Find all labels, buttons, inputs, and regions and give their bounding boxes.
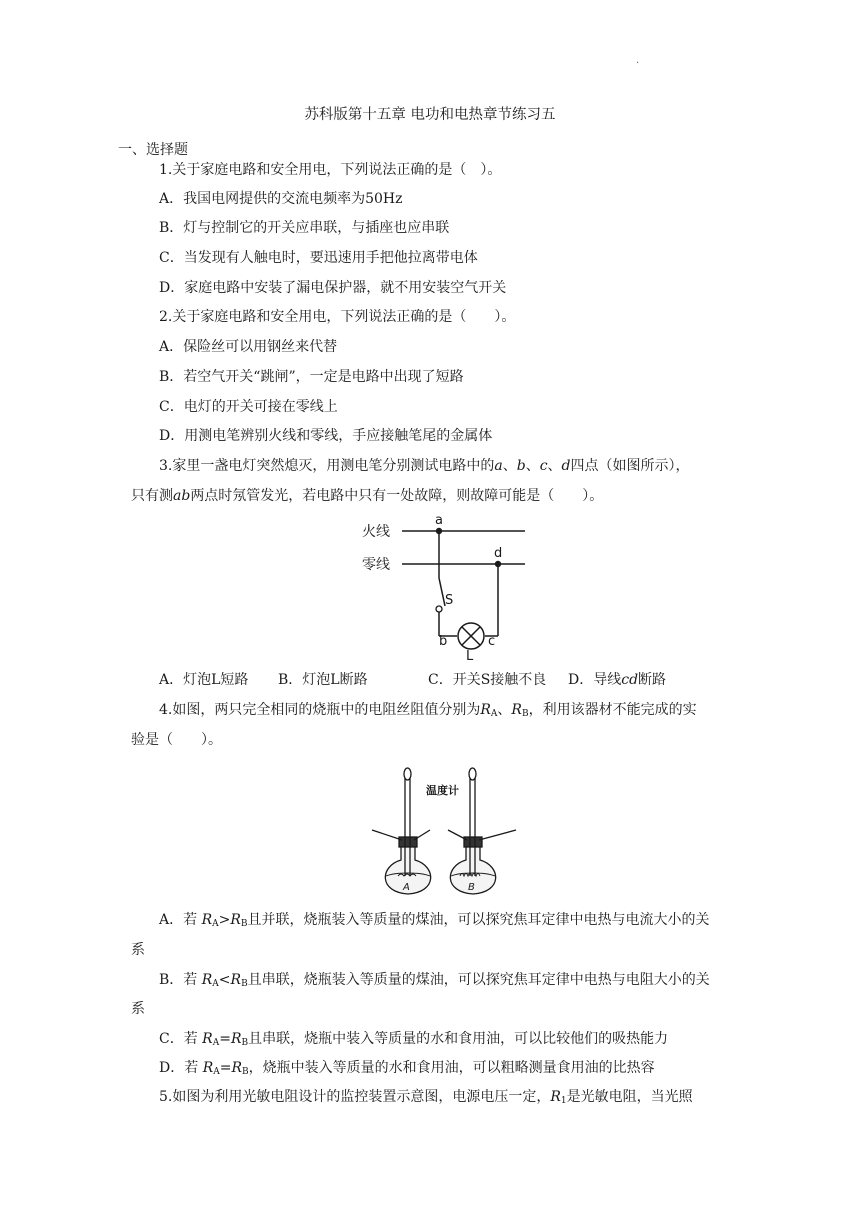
point-a-label: a bbox=[435, 513, 443, 528]
q3-stem-b: 四点（如图所示）， bbox=[570, 458, 690, 474]
flask-b-label: B bbox=[468, 882, 475, 893]
q3-option-d-suffix: 断路 bbox=[638, 672, 667, 688]
q2-option-a: A．保险丝可以用钢丝来代替 bbox=[159, 339, 338, 355]
q2-option-d: D．用测电笔辨别火线和零线，手应接触笔尾的金属体 bbox=[159, 428, 493, 444]
q4-opt-c-prefix: C．若 bbox=[159, 1031, 203, 1047]
q4-opt-b-op: < bbox=[218, 972, 231, 988]
lamp-label: L bbox=[466, 649, 474, 662]
q4-opt-d-prefix: D．若 bbox=[159, 1060, 203, 1076]
q4-opt-c-text: 且串联，烧瓶中装入等质量的水和食用油，可以比较他们的吸热能力 bbox=[248, 1031, 669, 1047]
q4-r-sub: B bbox=[241, 1038, 249, 1048]
q3-var-a: a bbox=[494, 458, 503, 474]
q4-option-b-cont: 系 bbox=[131, 1001, 145, 1017]
q1-option-b: B．灯与控制它的开关应串联，与插座也应串联 bbox=[159, 220, 450, 236]
q4-opt-d-text: ，烧瓶中装入等质量的水和食用油，可以粗略测量食用油的比热容 bbox=[248, 1060, 655, 1076]
q3-var-d: d bbox=[561, 458, 571, 474]
q1-option-d: D．家庭电路中安装了漏电保护器，就不用安装空气开关 bbox=[159, 280, 507, 296]
q4-stem-line1 bbox=[159, 700, 697, 720]
q2-stem: 2.关于家庭电路和安全用电，下列说法正确的是（ ）。 bbox=[159, 309, 516, 325]
q4-r: R bbox=[202, 1031, 213, 1047]
point-a-dot bbox=[436, 528, 442, 534]
point-d-label: d bbox=[494, 546, 503, 561]
q4-stem-line2: 验是（ ）。 bbox=[131, 732, 222, 748]
q4-r: R bbox=[511, 702, 522, 718]
q4-opt-a-text: 且并联，烧瓶装入等质量的煤油，可以探究焦耳定律中电热与电流大小的关 bbox=[247, 912, 710, 928]
switch-contact bbox=[436, 606, 442, 612]
q5-stem-a: 5.如图为利用光敏电阻设计的监控装置示意图，电源电压一定， bbox=[159, 1089, 551, 1105]
live-wire-label: 火线 bbox=[362, 524, 390, 540]
q3-var-ab: ab bbox=[173, 488, 191, 504]
q3-stem-a: 3.家里一盏电灯突然熄灭，用测电笔分别测试电路中的 bbox=[159, 458, 495, 474]
q4-r: R bbox=[201, 972, 213, 988]
q4-option-d bbox=[159, 1058, 655, 1078]
q1-option-a: A．我国电网提供的交流电频率为50Hz bbox=[159, 191, 403, 207]
q1-option-c: C．当发现有人触电时，要迅速用手把他拉离带电体 bbox=[159, 250, 478, 266]
q3-option-c: C．开关S接触不良 bbox=[428, 672, 547, 688]
q4-r: R bbox=[480, 702, 491, 718]
q5-stem-b: 是光敏电阻，当光照 bbox=[566, 1089, 693, 1105]
q3-option-b: B．灯泡L断路 bbox=[278, 672, 368, 688]
q4-option-a-cont: 系 bbox=[131, 942, 145, 958]
q5-r-sub: 1 bbox=[560, 1096, 567, 1106]
q3-option-d-prefix: D．导线 bbox=[568, 672, 622, 688]
page-title: 苏科版第十五章 电功和电热章节练习五 bbox=[304, 107, 556, 123]
q4-sep: 、 bbox=[497, 702, 512, 718]
q4-r-sub: A bbox=[490, 709, 498, 719]
q5-r: R bbox=[550, 1089, 561, 1105]
point-c-label: c bbox=[488, 634, 496, 649]
q3-stem-line1 bbox=[159, 456, 690, 476]
q4-r-sub: A bbox=[212, 979, 219, 989]
q4-opt-c-op: = bbox=[219, 1031, 231, 1047]
q3-var-c: c bbox=[539, 458, 548, 474]
q4-stem-a: 4.如图，两只完全相同的烧瓶中的电阻丝阻值分别为 bbox=[159, 702, 481, 718]
point-d-dot bbox=[495, 561, 501, 567]
q4-r-sub: A bbox=[212, 919, 219, 929]
q1-stem: 1.关于家庭电路和安全用电，下列说法正确的是（ ）。 bbox=[159, 162, 502, 178]
q4-opt-b-prefix: B．若 bbox=[159, 972, 202, 988]
point-b-label: b bbox=[439, 634, 448, 649]
q4-option-b bbox=[159, 970, 710, 990]
flask-a-label: A bbox=[403, 882, 410, 893]
q4-r-sub: B bbox=[241, 979, 248, 989]
q4-opt-a-op: > bbox=[218, 912, 231, 928]
q5-stem bbox=[159, 1087, 693, 1107]
thermometer-label: 温度计 bbox=[426, 784, 459, 797]
q2-option-c: C．电灯的开关可接在零线上 bbox=[159, 399, 338, 415]
q3-circuit-diagram bbox=[360, 512, 530, 662]
q4-r-sub: A bbox=[212, 1038, 220, 1048]
switch-label: S bbox=[445, 593, 454, 608]
q2-option-b: B．若空气开关“跳闸”，一定是电路中出现了短路 bbox=[159, 369, 464, 385]
q4-r: R bbox=[230, 1031, 242, 1047]
q4-r: R bbox=[230, 912, 241, 928]
q4-stem-b: ，利用该器材不能完成的实 bbox=[528, 702, 697, 718]
q3-sep: 、 bbox=[547, 458, 562, 474]
q4-flask-diagram bbox=[368, 764, 520, 896]
q4-r: R bbox=[231, 1060, 243, 1076]
q4-r-sub: B bbox=[242, 1067, 249, 1077]
q4-r-sub: B bbox=[521, 709, 529, 719]
q4-opt-d-op: = bbox=[219, 1060, 232, 1076]
q3-stem-line2 bbox=[131, 486, 603, 506]
section-heading: 一、选择题 bbox=[118, 142, 188, 158]
q3-stem-c: 只有测 bbox=[131, 488, 173, 504]
q3-option-a: A．灯泡L短路 bbox=[159, 672, 249, 688]
q4-r: R bbox=[202, 1060, 214, 1076]
q4-r: R bbox=[201, 912, 213, 928]
q3-stem-d: 两点时氖管发光，若电路中只有一处故障，则故障可能是（ ）。 bbox=[190, 488, 604, 504]
q3-option-d-var: cd bbox=[621, 672, 639, 688]
q3-sep: 、 bbox=[525, 458, 540, 474]
q4-r-sub: A bbox=[213, 1067, 220, 1077]
q3-var-b: b bbox=[516, 458, 526, 474]
q4-opt-b-text: 且串联，烧瓶装入等质量的煤油，可以探究焦耳定律中电热与电阻大小的关 bbox=[247, 972, 710, 988]
q4-r: R bbox=[230, 972, 242, 988]
corner-mark: · bbox=[636, 58, 640, 69]
q3-option-d bbox=[568, 670, 666, 690]
q4-opt-a-prefix: A．若 bbox=[159, 912, 202, 928]
q4-option-a bbox=[159, 910, 710, 930]
q4-r-sub: B bbox=[240, 919, 248, 929]
q3-sep: 、 bbox=[502, 458, 517, 474]
neutral-wire-label: 零线 bbox=[362, 557, 390, 573]
q4-option-c bbox=[159, 1029, 668, 1049]
